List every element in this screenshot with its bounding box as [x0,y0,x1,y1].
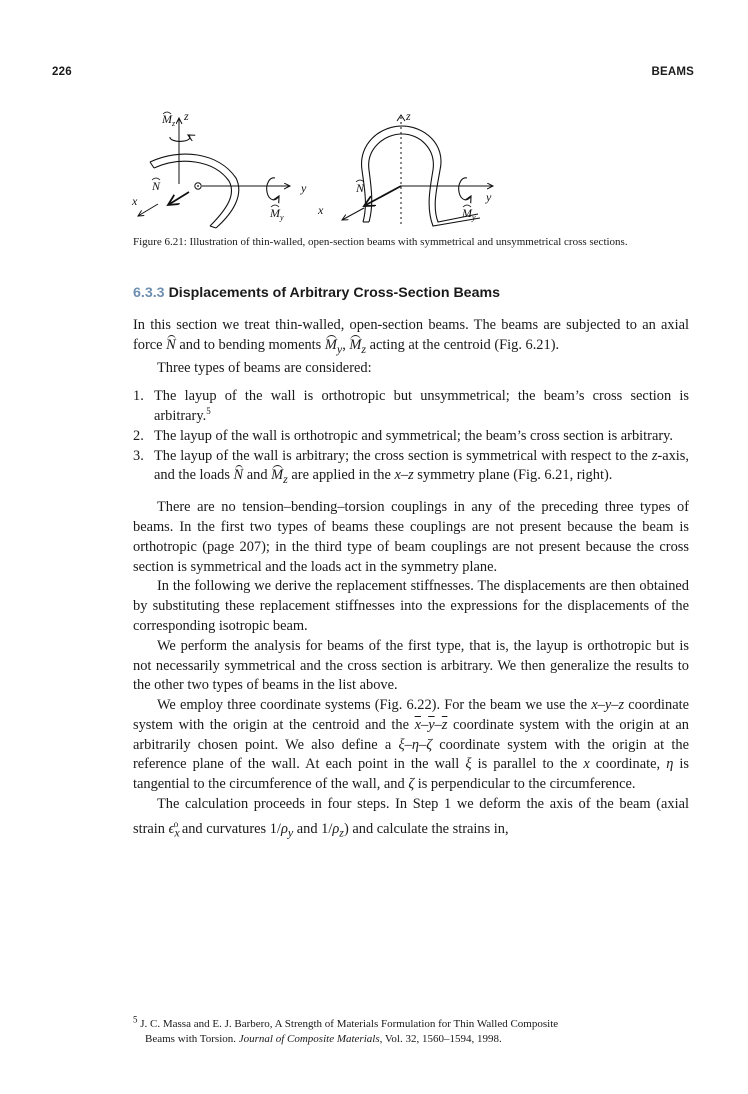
my-label-right: $M_y$ [462,206,476,222]
figure-6-21 [118,104,518,236]
omega-wall-outer [362,126,478,222]
left-beam-panel [131,109,307,228]
figure-caption: Figure 6.21: Illustration of thin-walled, open-section beams with symmetrical and unsymmetrical cross sections. [133,236,628,248]
paragraph-7: The calculation proceeds in four steps. In Step 1 we deform the axis of the beam (axial strain $\epsilon_x^o$ and curvatures $1/\rho_y$ and $1/\rho_z$) and calculate the strains in, [133,796,689,840]
beam-illustration [118,104,518,236]
x-label-left: x [132,194,138,208]
list-item: 1. The layup of the wall is orthotropic but unsymmetrical; the beam’s cross section is arbitrary.$^5$ [133,388,689,425]
running-head: BEAMS [651,66,694,78]
y-label-left: y [301,181,307,195]
paragraph-5: We perform the analysis for beams of the first type, that is, the layup is orthotropic but is not necessarily symmetrical and the cross section is arbitrary. We then generalize the results to the other two types of beams in the list above. [133,637,689,694]
right-beam-panel [317,109,493,226]
z-label-left: z [184,109,189,123]
y-label-right: y [486,190,492,204]
footnote-mark: 5 [206,406,211,417]
x-axis-arrow-right [342,208,364,220]
paragraph-6: We employ three coordinate systems (Fig. 6.22). For the beam we use the x–y–z coordinate system with the origin at the centroid and the $\overline{x}-\overline{y}-\overline{z}$ coordinate system with the origin at an arbitrarily chosen point. We also define a ξ–η–ζ coordinate system with the origin at the reference plane of the wall. At each point in the wall ξ is parallel to the x coordinate, η is tangential to the circumference of the wall, and ζ is perpendicular to the circumference. [133,697,689,793]
x-label-right: x [318,203,324,217]
x-axis-arrow [138,204,158,216]
my-moment-arrow [267,178,279,200]
n-force-arrow [168,192,189,205]
paragraph-3: There are no tension–bending–torsion couplings in any of the preceding three types of beams. In the first two types of beams these couplings are not present because the beam is orthotropic (page 207); in the third type of beam couplings are not present because the cross section is symmetrical and the loads act in the symmetry plane. [133,499,689,575]
beam-types-list [133,387,689,490]
section-heading [133,285,500,301]
mz-label: $M_z$ [162,112,176,128]
page-number: 226 [52,66,72,78]
list-item: 3. The layup of the wall is arbitrary; the cross section is symmetrical with respect to the z-axis, and the loads N and $M_z$ are applied in the x–z symmetry plane (Fig. 6.21, right). [133,447,689,487]
paragraph-1: In this section we treat thin-walled, open-section beams. The beams are subjected to an axial force N and to bending moments $M_y$, $M_z$ acting at the centroid (Fig. 6.21). [133,317,689,356]
channel-wall-inner [154,161,232,226]
paragraph-4: In the following we derive the replacement stiffnesses. The displacements are then obtained by substituting these replacement stiffnesses into the expressions for the displacements of the corresponding isotropic beam. [133,578,689,634]
footnote: $^5$ J. C. Massa and E. J. Barbero, A Strength of Materials Formulation for Thin Walled Composite Beams with Torsion. Journal of Composite Materials, Vol. 32, 1560–1594, 1998. [133,1014,559,1045]
n-force-arrow-right [364,186,401,206]
my-label-left: $M_y$ [270,206,284,222]
z-label-right: z [406,109,411,123]
mz-moment-arrow [170,135,190,141]
n-label-left: N [152,179,161,193]
paragraph-2: Three types of beams are considered: [157,360,372,377]
my-moment-arrow-right [459,178,471,200]
channel-wall-outer [150,154,239,228]
list-item: 2. The layup of the wall is orthotropic and symmetrical; the beam’s cross section is arbitrary. [133,427,673,444]
n-label-right: N [356,181,365,195]
section-title: Displacements of Arbitrary Cross-Section Beams [168,285,500,301]
section-number: 6.3.3 [133,285,165,301]
body-text [133,316,689,843]
